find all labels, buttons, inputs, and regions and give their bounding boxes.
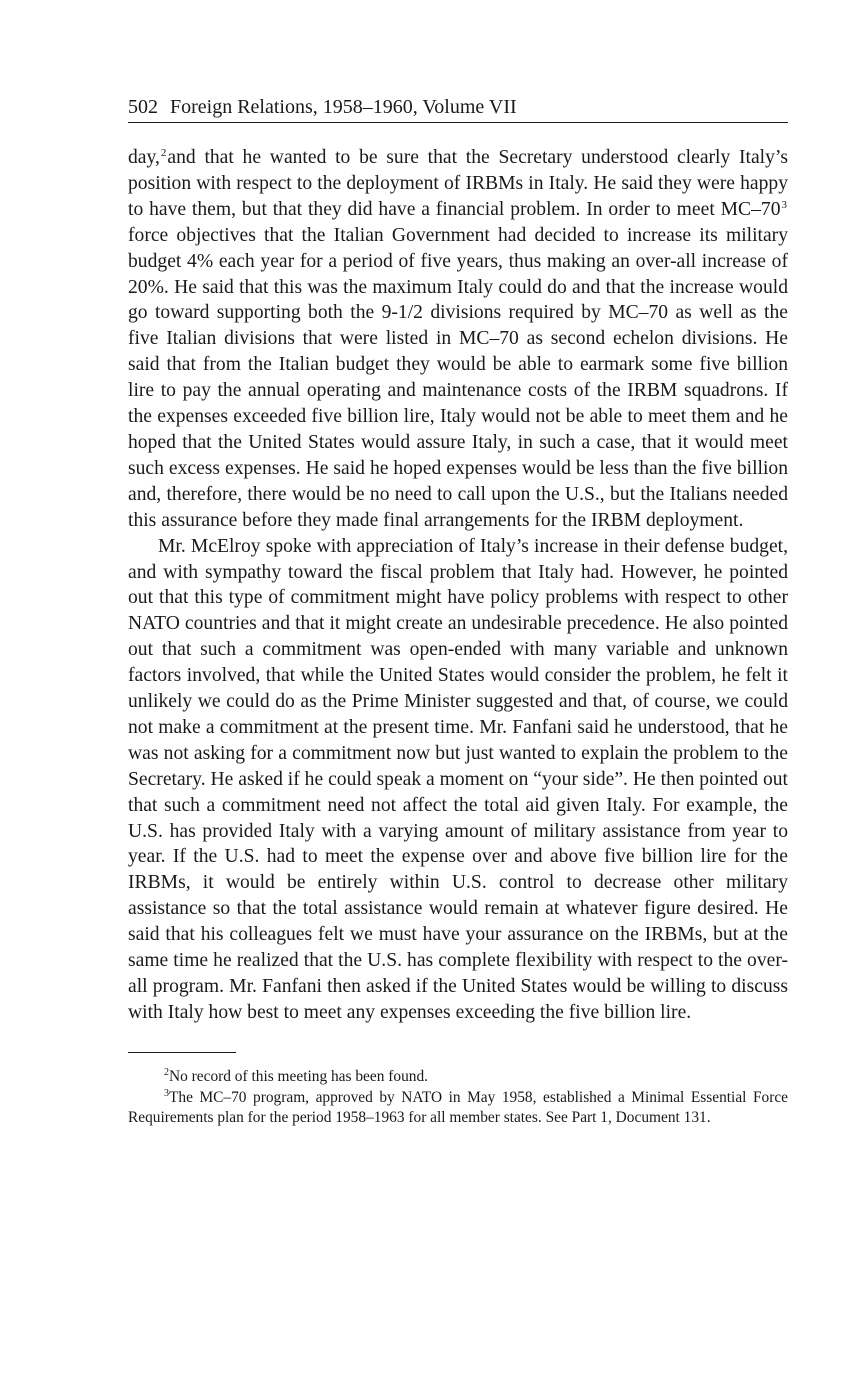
- footnote-reference-3: 3: [781, 198, 787, 211]
- footnotes: [128, 1067, 788, 1128]
- paragraph-1-segment-2: and that he wanted to be sure that the Secretary understood clearly Italy’s position with respect to the deployment of IRBMs in Italy. He said they were happy to have them, but that they did have a financial problem. In order to meet MC–70: [128, 147, 788, 220]
- paragraph-1-segment-1: day,: [128, 147, 160, 168]
- footnote-2-text: No record of this meeting has been found.: [169, 1067, 429, 1085]
- paragraph-1: [128, 145, 788, 534]
- footnote-2: [128, 1067, 788, 1087]
- document-page: [128, 94, 788, 1129]
- running-header: [128, 94, 788, 123]
- footnote-2-number: 2: [164, 1066, 169, 1078]
- main-text: [128, 145, 788, 1026]
- footnote-divider: [128, 1052, 236, 1053]
- footnote-3-number: 3: [164, 1088, 169, 1100]
- footnote-3-text: The MC–70 program, approved by NATO in May 1958, established a Minimal Essential Force Requirements plan for the period 1958–1963 for all member states. See Part 1, Document 131.: [128, 1089, 788, 1126]
- footnote-reference-2: 2: [160, 147, 167, 159]
- paragraph-2: Mr. McElroy spoke with appreciation of Italy’s increase in their defense budget, and with sympathy toward the fiscal problem that Italy had. However, he pointed out that this type of commitment might have policy problems with respect to other NATO countries and that it might create an undesirable precedence. He also pointed out that such a commitment was open-ended with many variable and unknown factors involved, that while the United States would consider the problem, he felt it unlikely we could do as the Prime Minister suggested and that, of course, we could not make a commitment at the present time. Mr. Fanfani said he understood, that he was not asking for a commitment now but just wanted to explain the problem to the Secretary. He asked if he could speak a moment on “your side”. He then pointed out that such a commitment need not affect the total aid given Italy. For example, the U.S. has provided Italy with a varying amount of military assistance from year to year. If the U.S. had to meet the expense over and above five billion lire for the IRBMs, it would be entirely within U.S. control to decrease other military assistance so that the total assistance would remain at whatever figure desired. He said that his colleagues felt we must have your assurance on the IRBMs, but at the same time he realized that the U.S. has complete flexibility with respect to the over-all program. Mr. Fanfani then asked if the United States would be willing to discuss with Italy how best to meet any expenses exceeding the five billion lire.: [128, 535, 788, 1023]
- footnote-3: [128, 1088, 788, 1127]
- running-title: Foreign Relations, 1958–1960, Volume VII: [170, 96, 517, 118]
- paragraph-1-segment-3: force objectives that the Italian Government had decided to increase its military budget 4% each year for a period of five years, thus making an over-all increase of 20%. He said that this was the maximum Italy could do and that the increase would go toward supporting both the 9-1/2 divisions required by MC–70 as well as the five Italian divisions that were listed in MC–70 as second echelon divisions. He said that from the Italian budget they would be able to earmark some five billion lire to pay the annual operating and maintenance costs of the IRBM squadrons. If the expenses exceeded five billion lire, Italy would not be able to meet them and he hoped that the United States would assure Italy, in such a case, that it would meet such excess expenses. He said he hoped expenses would be less than the five billion and, therefore, there would be no need to call upon the U.S., but the Italians needed this assurance before they made final arrangements for the IRBM deployment.: [128, 224, 788, 531]
- page-number: 502: [128, 96, 158, 118]
